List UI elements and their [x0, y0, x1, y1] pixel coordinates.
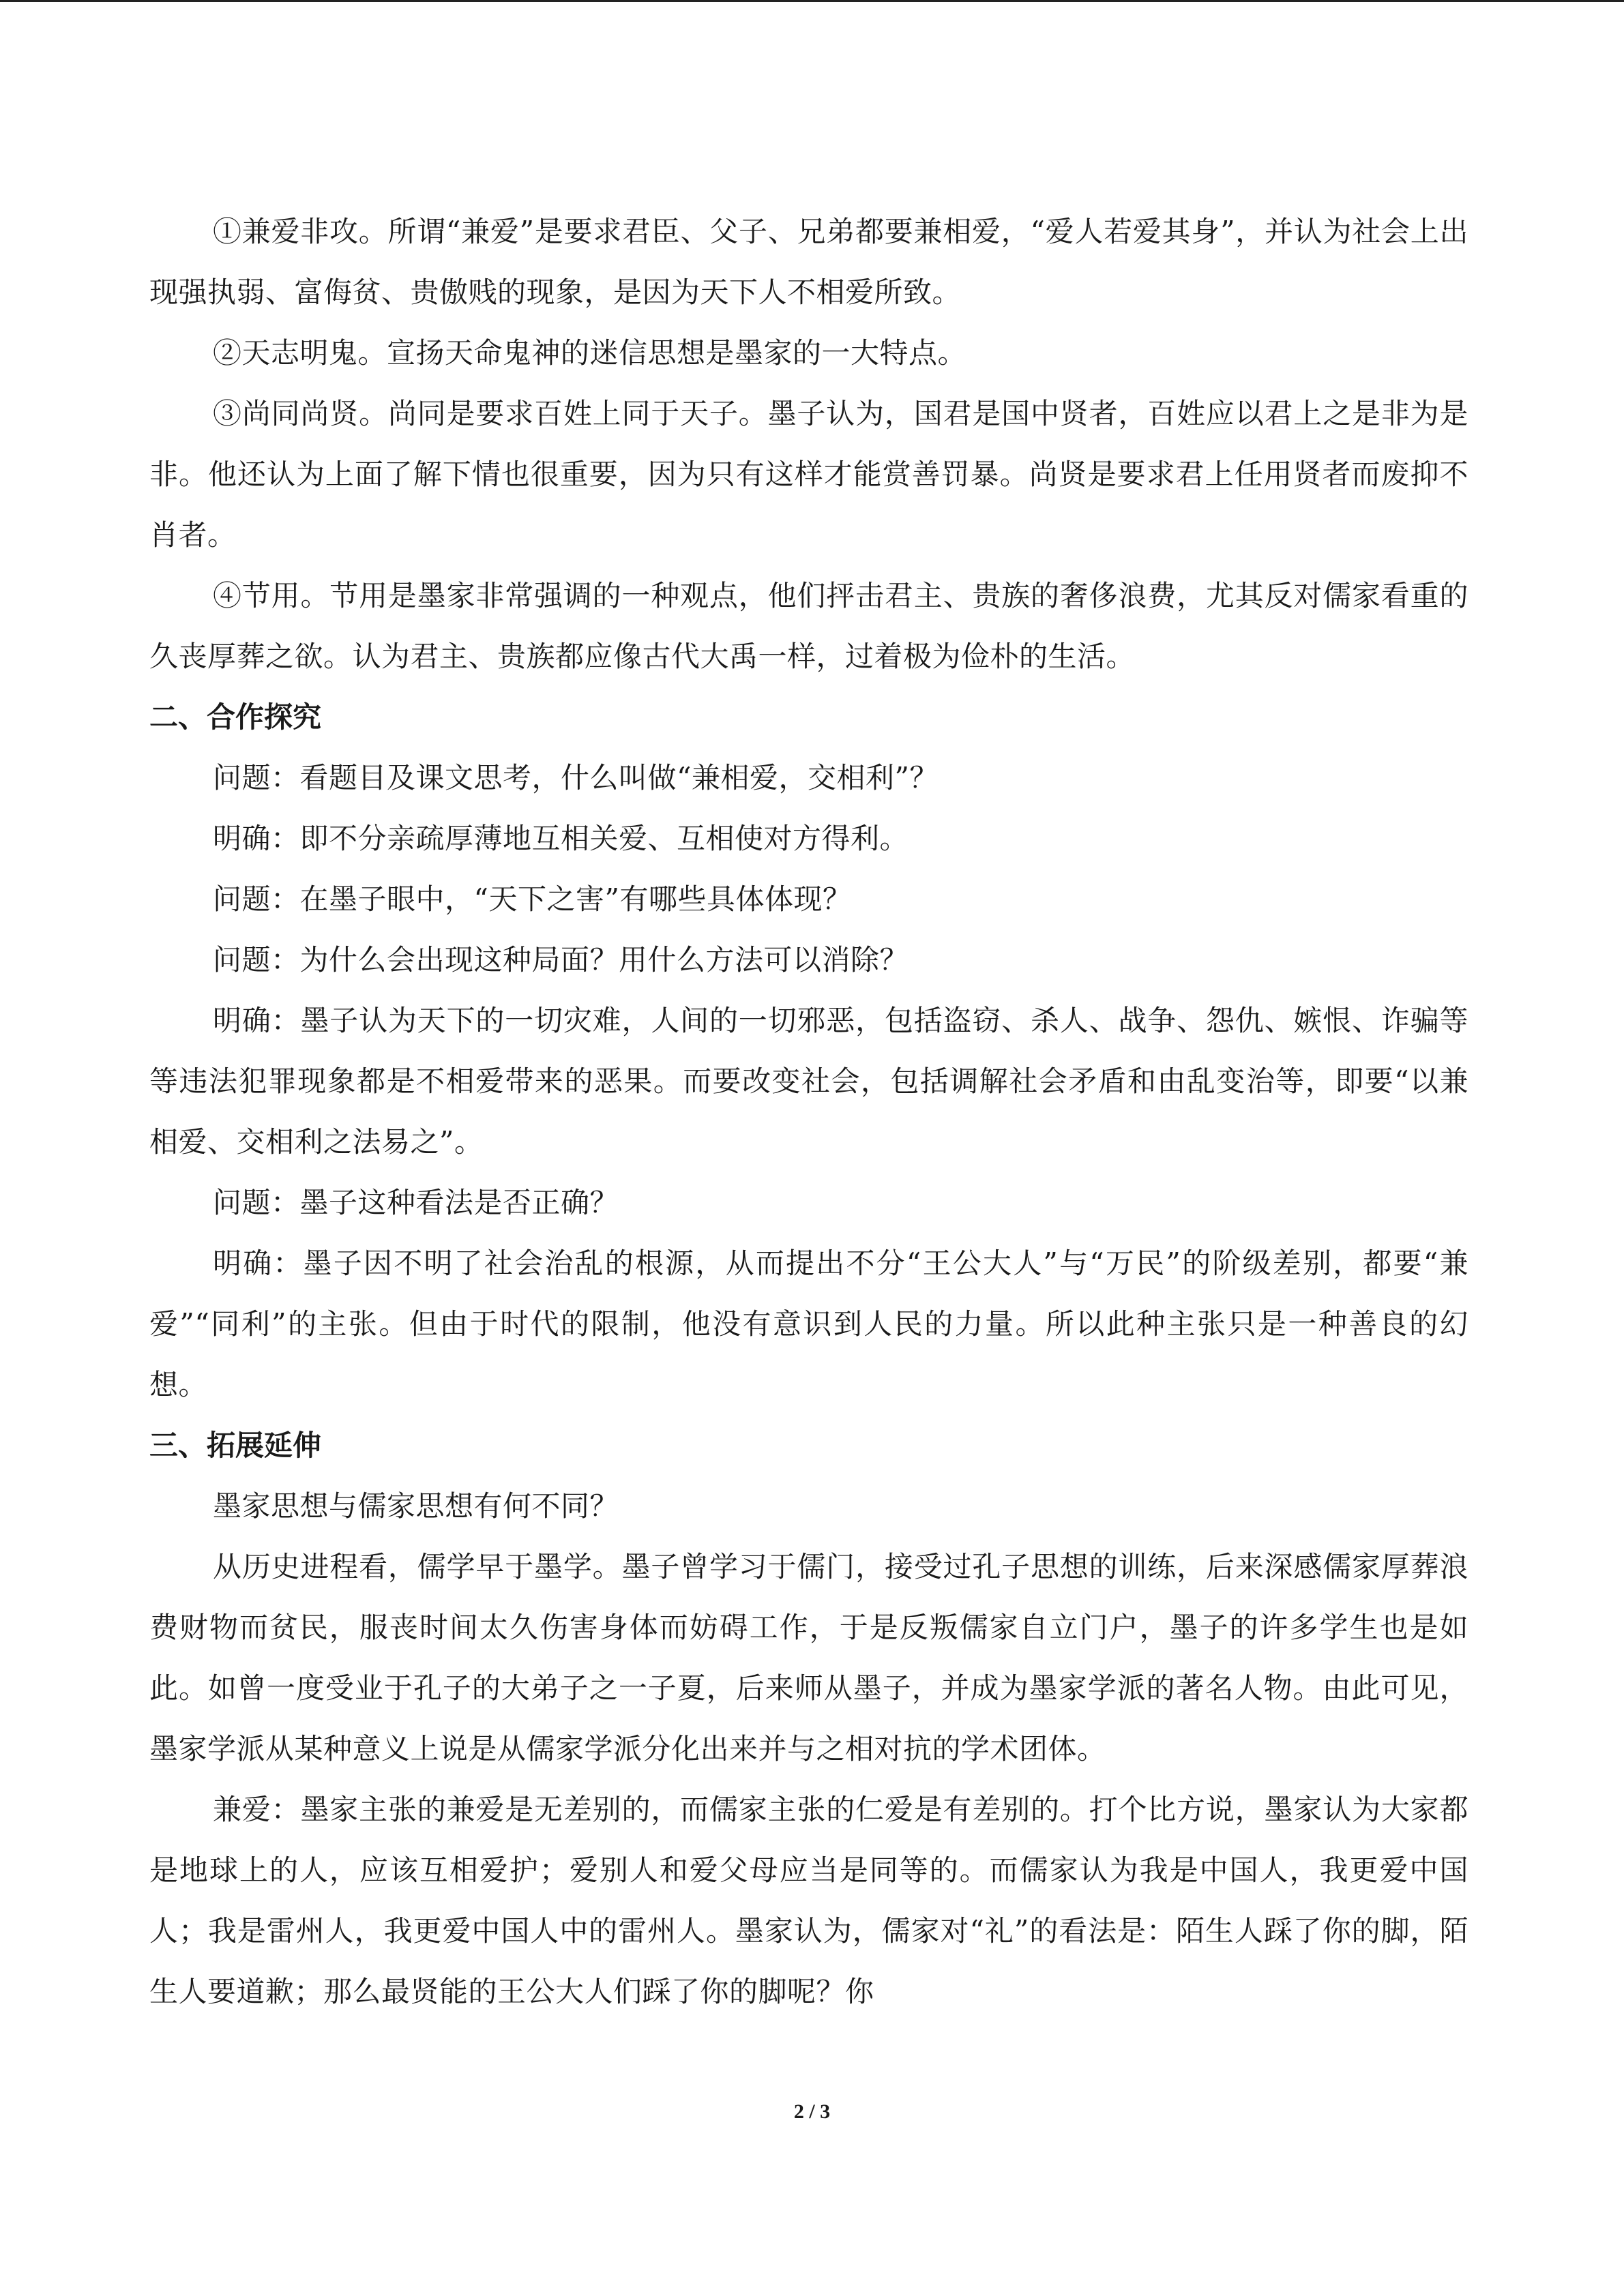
- paragraph-point-3: ③尚同尚贤。尚同是要求百姓上同于天子。墨子认为，国君是国中贤者，百姓应以君上之是非为是非。他还认为上面了解下情也很重要，因为只有这样才能赏善罚暴。尚贤是要求君上任用贤者而废抑不肖者。: [149, 397, 1468, 552]
- paragraph-point-1: ①兼爱非攻。所谓“兼爱”是要求君臣、父子、兄弟都要兼相爱，“爱人若爱其身”，并认为社会上出现强执弱、富侮贫、贵傲贱的现象，是因为天下人不相爱所致。: [149, 215, 1468, 309]
- paragraph-answer-4: 明确：墨子因不明了社会治乱的根源，从而提出不分“王公大人”与“万民”的阶级差别，都要“兼爱”“同利”的主张。但由于时代的限制，他没有意识到人民的力量。所以此种主张只是一种善良的幻想。: [149, 1247, 1468, 1401]
- paragraph-question-1: 问题：看题目及课文思考，什么叫做“兼相爱，交相利”？: [213, 761, 939, 794]
- paragraph-answer-3: 明确：墨子认为天下的一切灾难，人间的一切邪恶，包括盗窃、杀人、战争、怨仇、嫉恨、诈骗等等违法犯罪现象都是不相爱带来的恶果。而要改变社会，包括调解社会矛盾和由乱变治等，即要“以兼相爱、交相利之法易之”。: [149, 1004, 1468, 1159]
- section-heading-extension: 三、拓展延伸: [149, 1429, 322, 1462]
- paragraph-point-4: ④节用。节用是墨家非常强调的一种观点，他们抨击君主、贵族的奢侈浪费，尤其反对儒家看重的久丧厚葬之欲。认为君主、贵族都应像古代大禹一样，过着极为俭朴的生活。: [149, 579, 1468, 673]
- page-number: 2 / 3: [793, 2100, 831, 2123]
- paragraph-point-2: ②天志明鬼。宣扬天命鬼神的迷信思想是墨家的一大特点。: [213, 336, 967, 370]
- document-body: [149, 201, 1468, 2022]
- top-border-line: [0, 0, 1624, 2]
- paragraph-question-2: 问题：在墨子眼中，“天下之害”有哪些具体体现？: [213, 882, 852, 916]
- paragraph-universal-love: 兼爱：墨家主张的兼爱是无差别的，而儒家主张的仁爱是有差别的。打个比方说，墨家认为大家都是地球上的人，应该互相爱护；爱别人和爱父母应当是同等的。而儒家认为我是中国人，我更爱中国人；我是雷州人，我更爱中国人中的雷州人。墨家认为，儒家对“礼”的看法是：陌生人踩了你的脚，陌生人要道歉；那么最贤能的王公大人们踩了你的脚呢？你: [149, 1793, 1468, 2008]
- paragraph-question-4: 问题：墨子这种看法是否正确？: [213, 1186, 619, 1219]
- paragraph-question-3: 问题：为什么会出现这种局面？用什么方法可以消除？: [213, 943, 909, 976]
- section-heading-cooperation: 二、合作探究: [149, 700, 322, 734]
- paragraph-extension-question: 墨家思想与儒家思想有何不同？: [213, 1489, 619, 1523]
- paragraph-answer-1: 明确：即不分亲疏厚薄地互相关爱、互相使对方得利。: [213, 822, 909, 855]
- paragraph-history: 从历史进程看，儒学早于墨学。墨子曾学习于儒门，接受过孔子思想的训练，后来深感儒家厚葬浪费财物而贫民，服丧时间太久伤害身体而妨碍工作，于是反叛儒家自立门户，墨子的许多学生也是如此。如曾一度受业于孔子的大弟子之一子夏，后来师从墨子，并成为墨家学派的著名人物。由此可见，墨家学派从某种意义上说是从儒家学派分化出来并与之相对抗的学术团体。: [149, 1550, 1468, 1765]
